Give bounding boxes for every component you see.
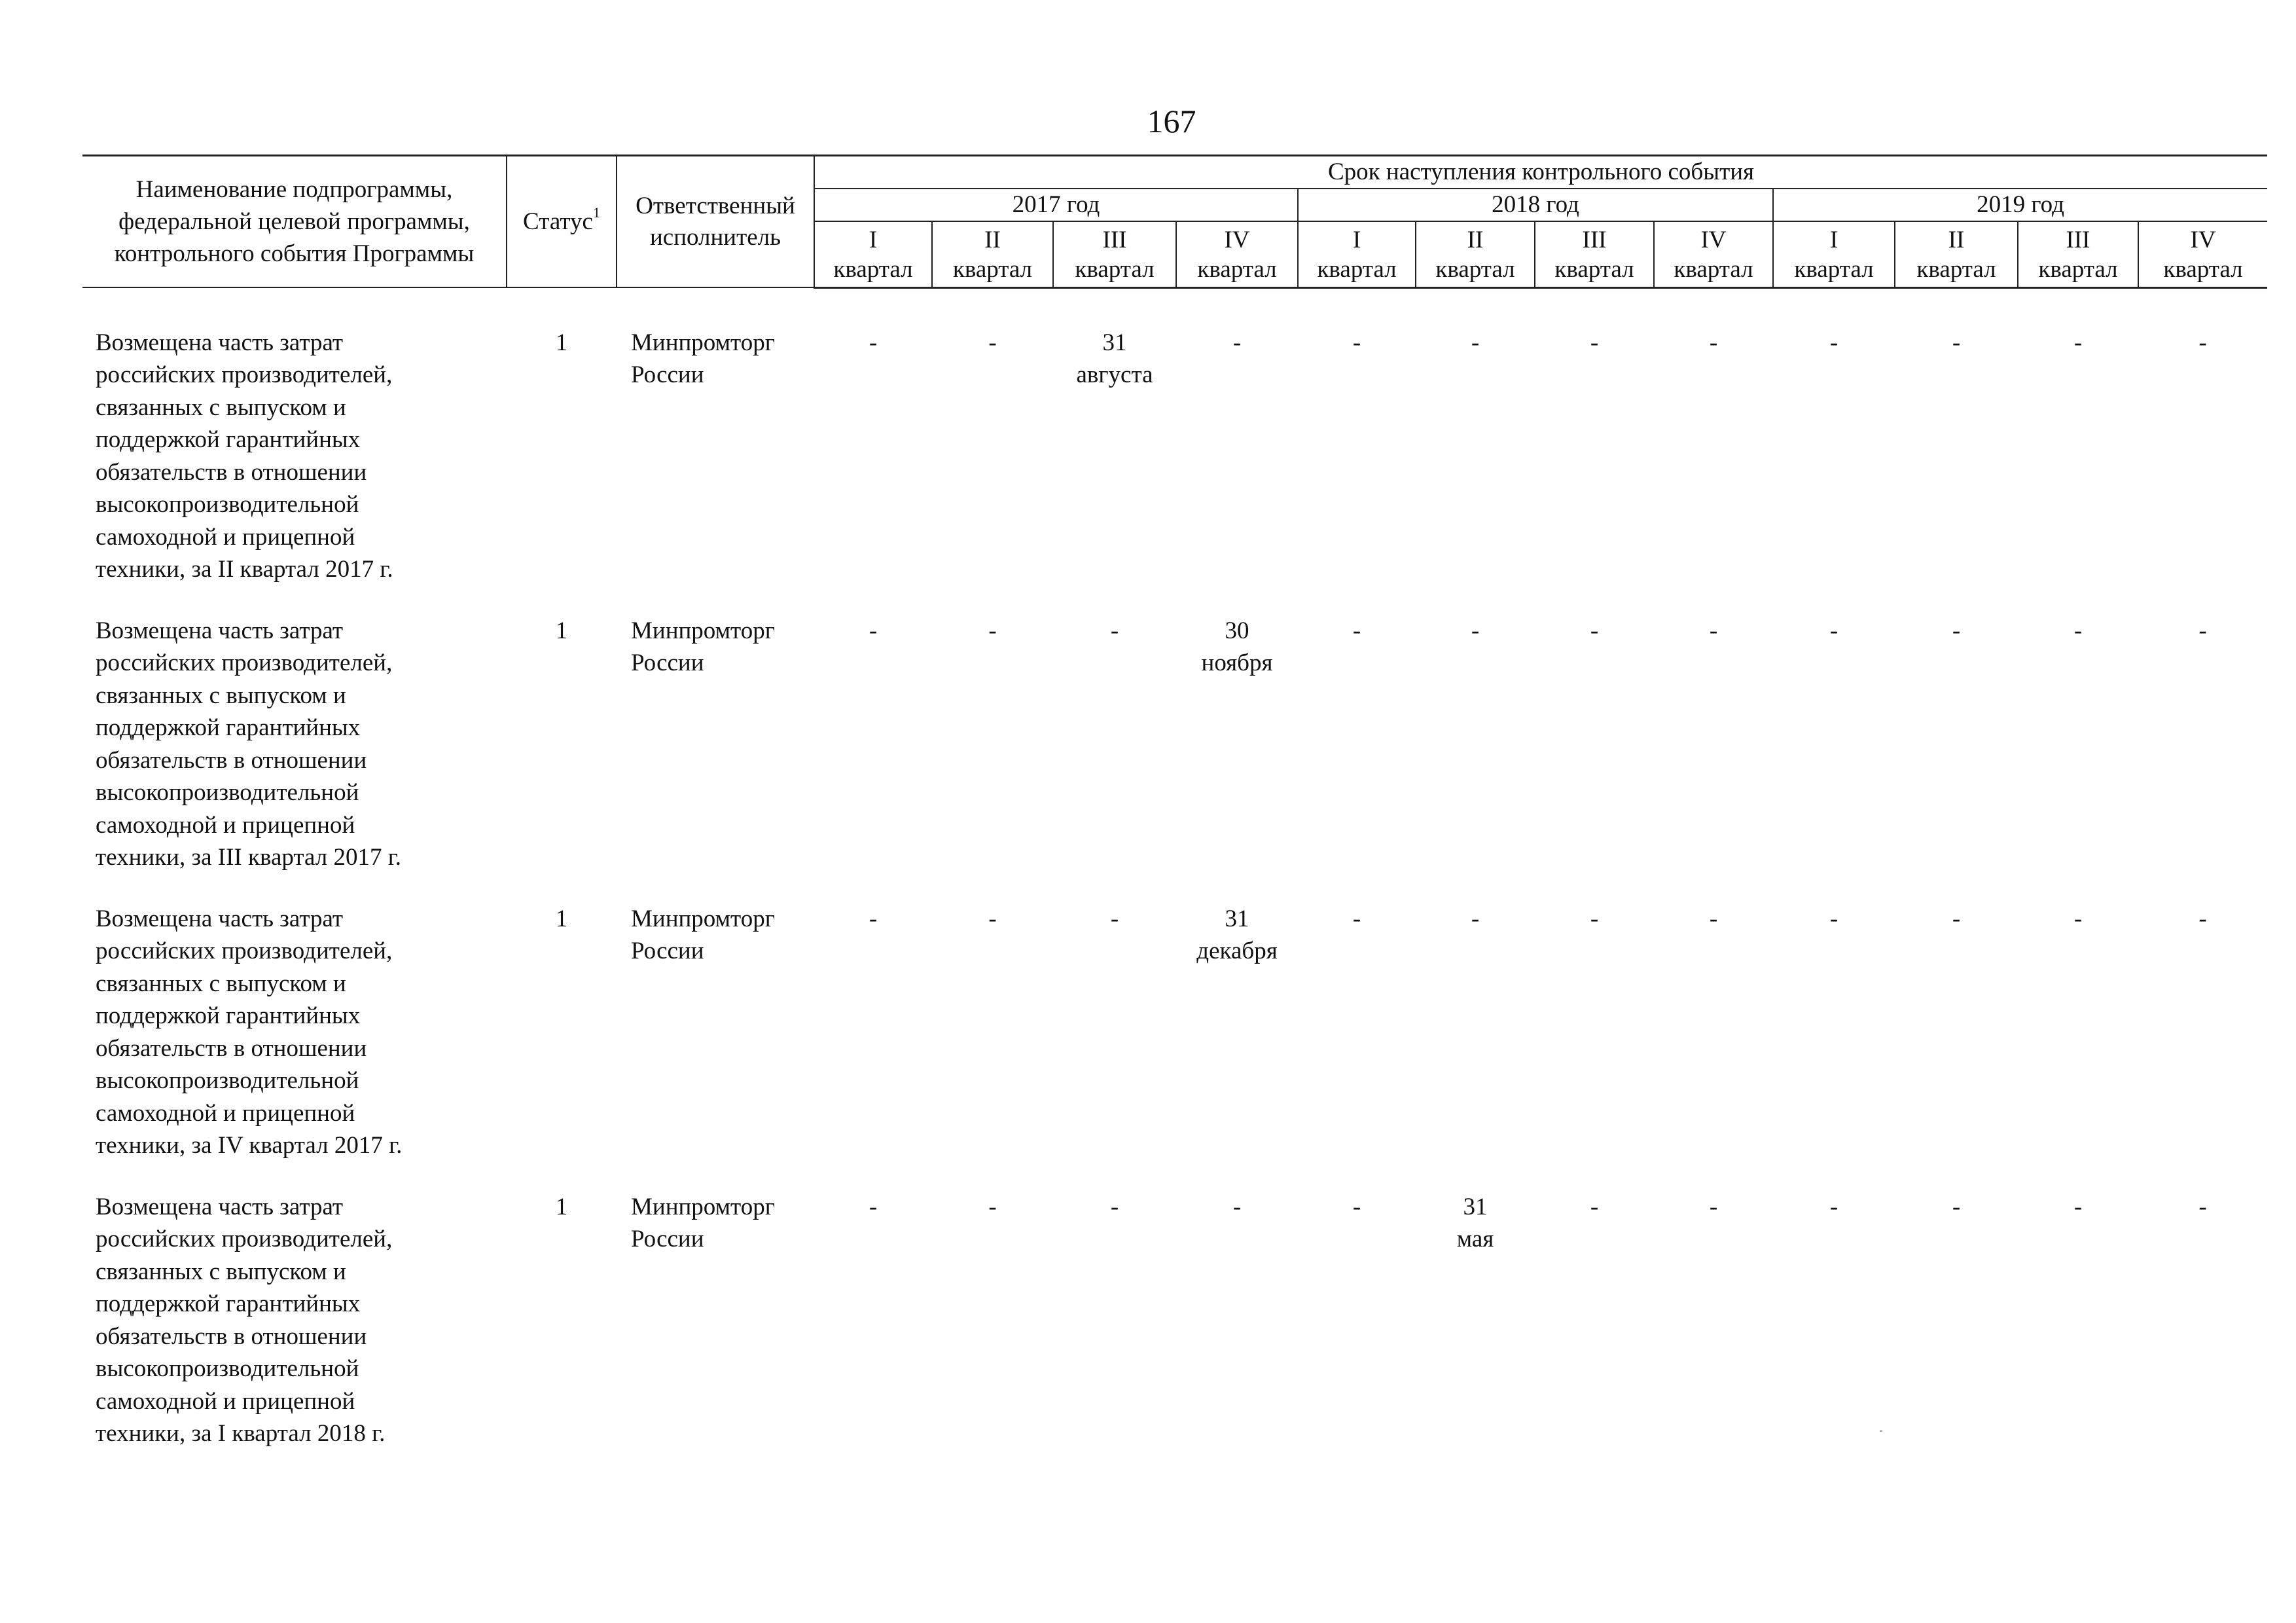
quarter-cell [1298,615,1416,903]
quarter-word: квартал [2038,255,2118,283]
quarter-value: - [1829,905,1839,932]
control-events-table [82,155,2267,1479]
quarter-value: - [1829,1193,1839,1220]
executor-line: России [631,938,704,965]
quarter-cell [2138,327,2267,615]
quarter-value: - [988,617,997,644]
quarter-word: квартал [2163,255,2243,283]
quarter-cell [1654,903,1773,1191]
quarter-value: - [1952,329,1961,356]
quarter-value: - [1709,329,1718,356]
quarter-value: декабря [1196,938,1278,965]
header-spacer [82,287,2267,327]
quarter-cell [1298,903,1416,1191]
quarter-header [1535,221,1654,287]
quarter-cell [1773,903,1895,1191]
quarter-cell [1416,903,1535,1191]
quarter-header [1176,221,1298,287]
quarter-value: - [1352,1193,1361,1220]
status-column-header [507,156,617,288]
quarter-value: - [1590,329,1599,356]
executor-header-line: исполнитель [649,223,781,251]
quarter-number: III [2066,227,2090,254]
event-name-line: техники, за IV квартал 2017 г. [96,1132,403,1159]
event-name-line: обязательств в отношении [96,1034,367,1062]
quarter-value: - [1232,329,1242,356]
quarter-header [1053,221,1176,287]
quarter-number: I [1829,227,1839,254]
executor-cell [617,327,814,615]
event-name-line: поддержкой гарантийных [96,1002,361,1030]
quarter-value: - [2198,617,2207,644]
quarter-cell [2018,615,2138,903]
executor-line: Минпромторг [631,617,775,644]
quarter-cell [932,1191,1053,1479]
quarter-header [1298,221,1416,287]
header-row-period [82,156,2267,189]
quarter-number: II [1467,227,1484,254]
event-name-line: самоходной и прицепной [96,523,355,551]
quarter-cell [1535,615,1654,903]
period-header: Срок наступления контрольного события [814,156,2267,189]
quarter-cell [1535,903,1654,1191]
status-footnote-mark: 1 [592,204,600,221]
executor-line: России [631,649,704,677]
name-header-line: Наименование подпрограммы, [135,175,453,203]
quarter-cell [1895,327,2018,615]
event-name-line: обязательств в отношении [96,1322,367,1350]
event-name-line: Возмещена часть затрат [96,1193,344,1220]
status-cell: 1 [555,1193,568,1220]
event-name-line: Возмещена часть затрат [96,329,344,356]
quarter-number: II [1948,227,1965,254]
quarter-cell [1773,615,1895,903]
quarter-header [932,221,1053,287]
quarter-value: - [1471,617,1480,644]
quarter-cell [1654,327,1773,615]
event-name-cell [82,1191,507,1479]
event-name-line: российских производителей, [96,938,393,965]
executor-line: Минпромторг [631,1193,775,1220]
quarter-cell [1895,903,2018,1191]
event-name-line: российских производителей, [96,649,393,677]
quarter-value: - [1471,329,1480,356]
executor-line: Минпромторг [631,329,775,356]
quarter-number: I [869,227,878,254]
quarter-value: - [1952,905,1961,932]
quarter-word: квартал [1435,255,1515,283]
quarter-cell [2138,615,2267,903]
event-name-line: поддержкой гарантийных [96,1290,361,1318]
event-name-line: самоходной и прицепной [96,811,355,839]
executor-column-header [617,156,814,288]
executor-line: России [631,1226,704,1253]
quarter-value: - [1952,617,1961,644]
quarter-value: - [1471,905,1480,932]
quarter-value: - [2073,1193,2083,1220]
quarter-header [2018,221,2138,287]
quarter-header [2138,221,2267,287]
quarter-value: - [1709,617,1718,644]
quarter-word: квартал [1916,255,1996,283]
quarter-value: - [1232,1193,1242,1220]
quarter-cell [2018,903,2138,1191]
quarter-cell [1416,1191,1535,1479]
quarter-number: I [1352,227,1361,254]
quarter-value: - [869,1193,878,1220]
quarter-cell [1895,1191,2018,1479]
executor-header-line: Ответственный [636,192,795,219]
event-name-line: обязательств в отношении [96,458,367,486]
event-name-line: Возмещена часть затрат [96,617,344,644]
quarter-cell [1298,327,1416,615]
quarter-value: - [869,617,878,644]
page-number: 167 [1147,103,1196,139]
quarter-cell [1416,615,1535,903]
quarter-cell [1053,1191,1176,1479]
quarter-value: - [1590,617,1599,644]
quarter-value: - [1352,329,1361,356]
quarter-value: - [1110,1193,1119,1220]
quarter-cell [1535,1191,1654,1479]
name-header-line: контрольного события Программы [114,240,475,268]
quarter-cell [1176,1191,1298,1479]
quarter-cell [1176,615,1298,903]
event-name-line: техники, за II квартал 2017 г. [96,556,393,583]
quarter-number: IV [1224,227,1250,254]
quarter-value: - [988,1193,997,1220]
quarter-value: - [2073,617,2083,644]
status-header-label: Статус [523,208,593,235]
quarter-value: ноября [1201,649,1273,677]
quarter-header [1773,221,1895,287]
quarter-cell [814,1191,932,1479]
executor-cell [617,903,814,1191]
event-name-line: обязательств в отношении [96,746,367,774]
event-name-line: связанных с выпуском и [96,1258,346,1285]
event-name-cell [82,327,507,615]
event-name-line: высокопроизводительной [96,779,359,807]
quarter-cell [932,615,1053,903]
event-name-line: российских производителей, [96,1226,393,1253]
status-cell: 1 [555,329,568,356]
quarter-word: квартал [1554,255,1634,283]
quarter-header [1654,221,1773,287]
name-header-line: федеральной целевой программы, [118,208,470,236]
quarter-cell [1053,327,1176,615]
quarter-cell [1176,327,1298,615]
year-header-2017: 2017 год [814,189,1298,221]
event-name-line: Возмещена часть затрат [96,905,344,932]
quarter-value: - [1952,1193,1961,1220]
quarter-value: - [988,329,997,356]
executor-line: России [631,361,704,389]
quarter-number: II [984,227,1001,254]
quarter-value: - [1709,905,1718,932]
scan-speck [1880,1430,1882,1432]
quarter-word: квартал [833,255,913,283]
event-name-line: самоходной и прицепной [96,1099,355,1127]
quarter-cell [2138,903,2267,1191]
quarter-word: квартал [1075,255,1155,283]
quarter-cell [2138,1191,2267,1479]
event-name-line: связанных с выпуском и [96,970,346,997]
event-name-line: связанных с выпуском и [96,393,346,421]
quarter-header [1895,221,2018,287]
quarter-value: - [1829,329,1839,356]
quarter-value: мая [1456,1226,1494,1253]
quarter-cell [1053,615,1176,903]
quarter-word: квартал [952,255,1033,283]
quarter-value: - [2198,329,2207,356]
table-row [82,1191,2267,1479]
quarter-header [814,221,932,287]
quarter-cell [814,615,932,903]
event-name-line: техники, за III квартал 2017 г. [96,844,401,871]
quarter-cell [2018,327,2138,615]
table-row [82,615,2267,903]
status-cell: 1 [555,905,568,932]
quarter-cell [1416,327,1535,615]
status-cell: 1 [555,617,568,644]
quarter-value: - [1709,1193,1718,1220]
quarter-value: - [2073,905,2083,932]
quarter-value: - [1352,617,1361,644]
table-row [82,903,2267,1191]
quarter-word: квартал [1317,255,1397,283]
quarter-value: 31 [1463,1193,1488,1220]
quarter-number: IV [1700,227,1727,254]
quarter-word: квартал [1197,255,1277,283]
executor-cell [617,615,814,903]
quarter-cell [1298,1191,1416,1479]
quarter-cell [932,903,1053,1191]
quarter-value: - [1110,617,1119,644]
event-name-line: высокопроизводительной [96,1067,359,1095]
quarter-word: квартал [1794,255,1874,283]
name-column-header [82,156,507,288]
quarter-number: III [1102,227,1127,254]
event-name-line: российских производителей, [96,361,393,389]
quarter-value: - [988,905,997,932]
quarter-cell [932,327,1053,615]
event-name-line: связанных с выпуском и [96,682,346,709]
quarter-value: августа [1076,361,1153,389]
year-header-2019: 2019 год [1773,189,2267,221]
quarter-cell [1773,1191,1895,1479]
quarter-cell [814,327,932,615]
executor-line: Минпромторг [631,905,775,932]
year-header-2018: 2018 год [1298,189,1773,221]
quarter-value: 31 [1225,905,1249,932]
quarter-value: - [1110,905,1119,932]
quarter-value: - [2198,1193,2207,1220]
quarter-cell [2018,1191,2138,1479]
quarter-value: 30 [1225,617,1249,644]
executor-cell [617,1191,814,1479]
quarter-cell [1654,1191,1773,1479]
quarter-cell [1895,615,2018,903]
quarter-value: - [2198,905,2207,932]
quarter-value: - [869,329,878,356]
quarter-number: IV [2190,227,2216,254]
event-name-line: поддержкой гарантийных [96,714,361,742]
quarter-header [1416,221,1535,287]
event-name-line: высокопроизводительной [96,491,359,519]
event-name-line: техники, за I квартал 2018 г. [96,1420,386,1448]
event-name-line: высокопроизводительной [96,1355,359,1383]
event-name-cell [82,615,507,903]
event-name-line: поддержкой гарантийных [96,426,361,454]
quarter-value: - [1590,905,1599,932]
quarter-cell [1176,903,1298,1191]
quarter-value: - [1352,905,1361,932]
quarter-value: - [2073,329,2083,356]
quarter-value: 31 [1102,329,1127,356]
quarter-value: - [1590,1193,1599,1220]
quarter-number: III [1582,227,1607,254]
quarter-value: - [1829,617,1839,644]
table-row [82,327,2267,615]
event-name-cell [82,903,507,1191]
quarter-cell [1053,903,1176,1191]
event-name-line: самоходной и прицепной [96,1387,355,1415]
quarter-cell [814,903,932,1191]
quarter-word: квартал [1674,255,1753,283]
quarter-value: - [869,905,878,932]
quarter-cell [1654,615,1773,903]
quarter-cell [1535,327,1654,615]
table-body [82,287,2267,1479]
quarter-cell [1773,327,1895,615]
